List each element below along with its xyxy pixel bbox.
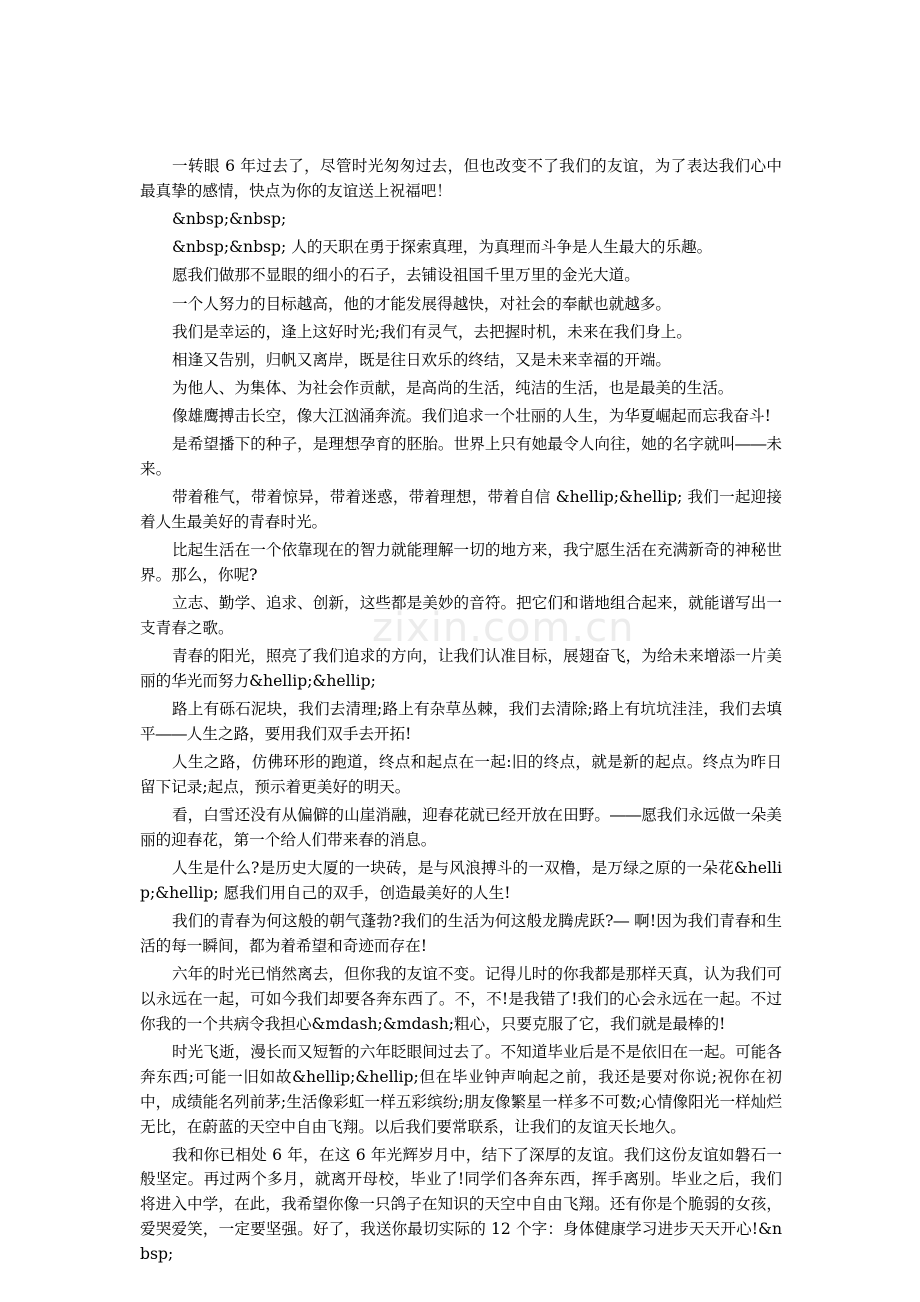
paragraph: 我们是幸运的，逢上这好时光;我们有灵气，去把握时机，未来在我们身上。 xyxy=(172,322,692,341)
paragraph: 六年的时光已悄然离去，但你我的友谊不变。记得儿时的你我都是那样天真，认为我们可以永远在一起，可如今我们却要各奔东西了。不，不!是我错了!我们的心会永远在一起。不过你我的一个共病令我担心&mdash;&mdash;粗心，只要克服了它，我们就是最棒的! xyxy=(140,965,782,1033)
paragraph: 比起生活在一个依靠现在的智力就能理解一切的地方来，我宁愿生活在充满新奇的神秘世界。那么，你呢? xyxy=(140,541,782,585)
paragraph: 时光飞逝，漫长而又短暂的六年眨眼间过去了。不知道毕业后是不是依旧在一起。可能各奔东西;可能一旧如故&hellip;&hellip;但在毕业钟声响起之前，我还是要对你说;祝你在初中，成绩能名列前茅;生活像彩虹一样五彩缤纷;朋友像繁星一样多不可数;心情像阳光一样灿烂无比，在蔚蓝的天空中自由飞翔。以后我们要常联系，让我们的友谊天长地久。 xyxy=(140,1043,782,1136)
paragraph: 立志、勤学、追求、创新，这些都是美妙的音符。把它们和谐地组合起来，就能谱写出一支青春之歌。 xyxy=(140,594,782,638)
paragraph: 我和你已相处 6 年，在这 6 年光辉岁月中，结下了深厚的友谊。我们这份友谊如磐石一般坚定。再过两个多月，就离开母校，毕业了!同学们各奔东西，挥手离别。毕业之后，我们将进入中学，在此，我希望你像一只鸽子在知识的天空中自由飞翔。还有你是个脆弱的女孩，爱哭爱笑，一定要坚强。好了，我送你最切实际的 12 个字：身体健康学习进步天天开心!&nbsp; xyxy=(140,1145,782,1263)
paragraph: 为他人、为集体、为社会作贡献，是高尚的生活，纯洁的生活，也是最美的生活。 xyxy=(172,379,734,398)
watermark: zixin.com.cn xyxy=(372,605,635,651)
paragraph: 是希望播下的种子，是理想孕育的胚胎。世界上只有她最令人向往，她的名字就叫――未来。 xyxy=(140,435,782,479)
paragraph: 一转眼 6 年过去了，尽管时光匆匆过去，但也改变不了我们的友谊，为了表达我们心中最真挚的感情，快点为你的友谊送上祝福吧！ xyxy=(140,157,782,200)
paragraph: &nbsp;&nbsp; xyxy=(172,209,287,228)
paragraph: 人生是什么?是历史大厦的一块砖，是与风浪搏斗的一双橹，是万绿之原的一朵花&hellip;&hellip; 愿我们用自己的双手，创造最美好的人生! xyxy=(140,859,782,903)
paragraph: 我们的青春为何这般的朝气蓬勃?我们的生活为何这般龙腾虎跃?― 啊!因为我们青春和生活的每一瞬间，都为着希望和奇迹而存在! xyxy=(140,912,782,956)
paragraph: 一个人努力的目标越高，他的才能发展得越快，对社会的奉献也就越多。 xyxy=(172,294,672,313)
paragraph: 相逢又告别，归帆又离岸，既是往日欢乐的终结，又是未来幸福的开端。 xyxy=(172,350,672,369)
paragraph: 看，白雪还没有从偏僻的山崖消融，迎春花就已经开放在田野。――愿我们永远做一朵美丽的迎春花，第一个给人们带来春的消息。 xyxy=(140,806,782,850)
paragraph: 愿我们做那不显眼的细小的石子，去铺设祖国千里万里的金光大道。 xyxy=(172,266,640,285)
paragraph: &nbsp;&nbsp; 人的天职在勇于探索真理，为真理而斗争是人生最大的乐趣。 xyxy=(172,238,713,257)
paragraph: 人生之路，仿佛环形的跑道，终点和起点在一起:旧的终点，就是新的起点。终点为昨日留下记录;起点，预示着更美好的明天。 xyxy=(140,753,782,797)
paragraph: 带着稚气，带着惊异，带着迷惑，带着理想，带着自信 &hellip;&hellip; 我们一起迎接着人生最美好的青春时光。 xyxy=(140,488,782,532)
paragraph: 青春的阳光，照亮了我们追求的方向，让我们认准目标，展翅奋飞，为给未来增添一片美丽的华光而努力&hellip;&hellip; xyxy=(140,647,782,691)
paragraph: 像雄鹰搏击长空，像大江汹涌奔流。我们追求一个壮丽的人生，为华夏崛起而忘我奋斗! xyxy=(172,407,771,426)
document-body xyxy=(140,154,782,1270)
paragraph: 路上有砾石泥块，我们去清理;路上有杂草丛棘，我们去清除;路上有坑坑洼洼，我们去填平――人生之路，要用我们双手去开拓! xyxy=(140,700,782,744)
